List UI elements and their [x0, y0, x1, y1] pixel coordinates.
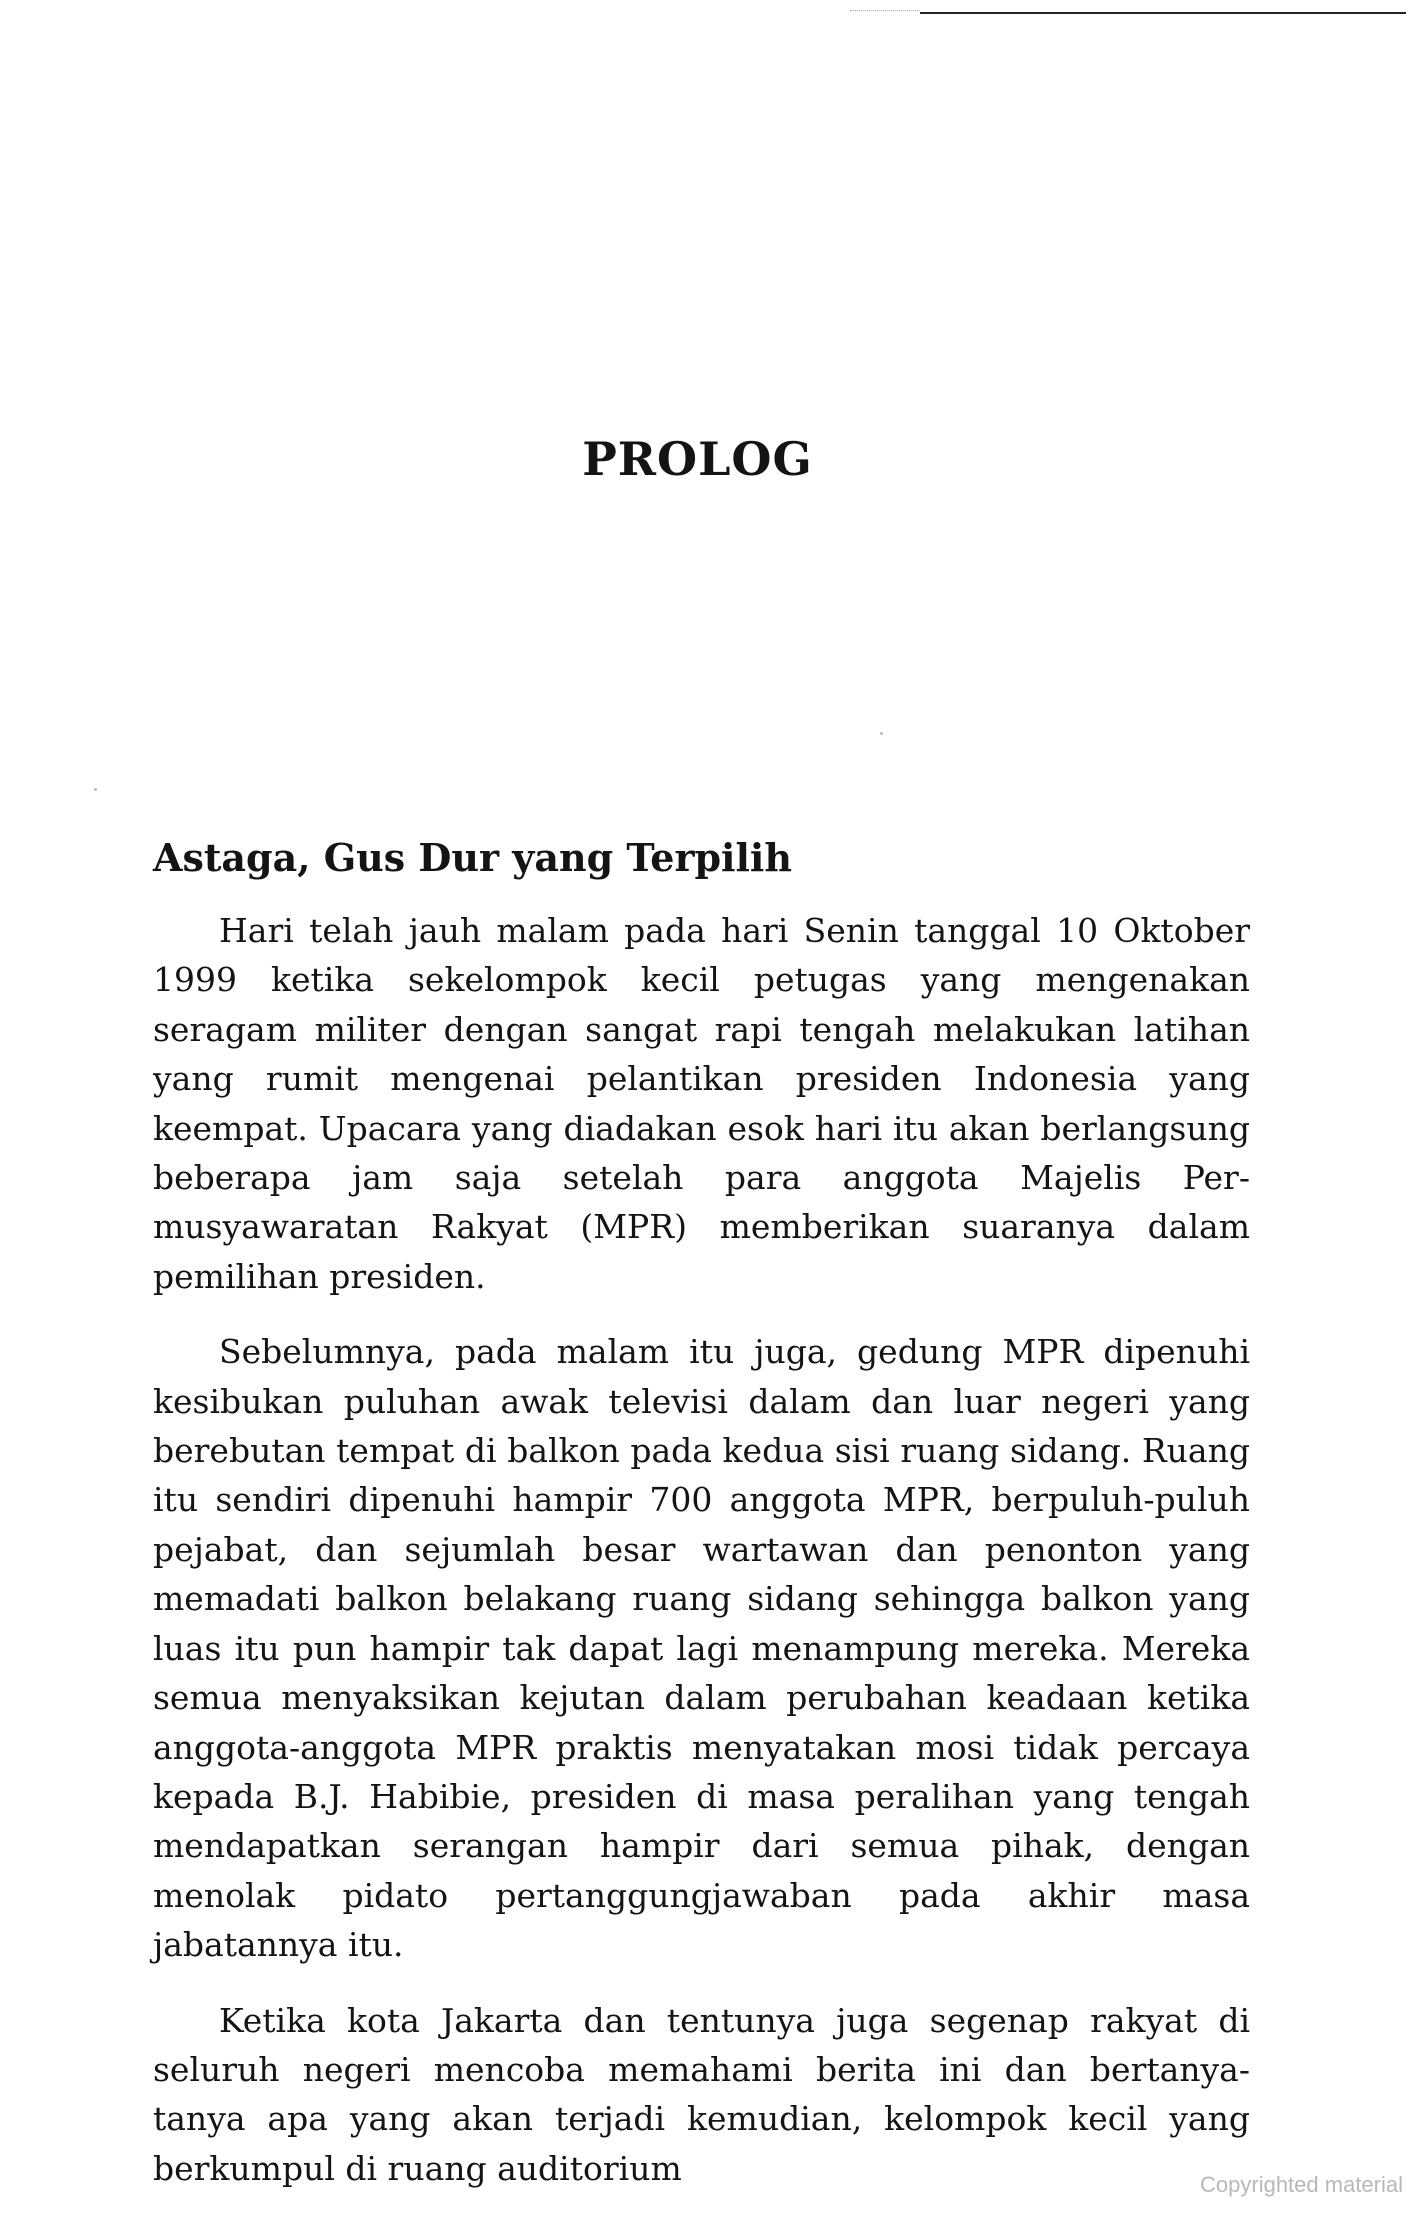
paragraph: Ketika kota Jakarta dan tentunya juga segenap rakyat di seluruh negeri mencoba memahami berita ini dan bertanya-tanya apa yang akan terjadi kemudian, kelompok kecil yang berkumpul di ruang auditorium — [153, 2000, 1250, 2188]
top-rule — [920, 12, 1406, 14]
paragraph: Hari telah jauh malam pada hari Senin tanggal 10 Oktober 1999 ketika sekelompok kecil petugas yang mengenakan seragam militer dengan sangat rapi tengah melakukan latihan yang rumit mengenai pelantikan presiden Indonesia yang keempat. Upacara yang diadakan esok hari itu akan berlangsung beberapa jam saja setelah para anggota Majelis Permusyawaratan Rakyat (MPR) memberikan suaranya dalam pemilihan presiden. — [153, 911, 1250, 1296]
scan-speck — [94, 788, 97, 791]
copyright-watermark: Copyrighted material — [1200, 2172, 1403, 2197]
section-heading: Astaga, Gus Dur yang Terpilih — [153, 835, 792, 880]
paragraph: Sebelumnya, pada malam itu juga, gedung MPR dipenuhi kesibukan puluhan awak televisi dalam dan luar negeri yang berebutan tempat di balkon pada kedua sisi ruang sidang. Ruang itu sendiri dipenuhi hampir 700 anggota MPR, berpuluh-puluh pejabat, dan sejumlah besar wartawan dan penonton yang memadati balkon belakang ruang sidang sehingga balkon yang luas itu pun hampir tak dapat lagi menampung mereka. Mereka semua menyaksikan kejutan dalam perubahan keadaan ketika anggota-anggota MPR praktis menyatakan mosi tidak percaya kepada B.J. Habibie, presiden di masa peralihan yang tengah mendapatkan serangan hampir dari semua pihak, dengan menolak pidato pertanggungjawaban pada akhir masa jabatannya itu. — [153, 1332, 1250, 1965]
top-dotted-line — [850, 10, 920, 11]
body-text — [153, 906, 1250, 2219]
scan-speck — [880, 732, 883, 735]
chapter-title: PROLOG — [582, 432, 813, 486]
